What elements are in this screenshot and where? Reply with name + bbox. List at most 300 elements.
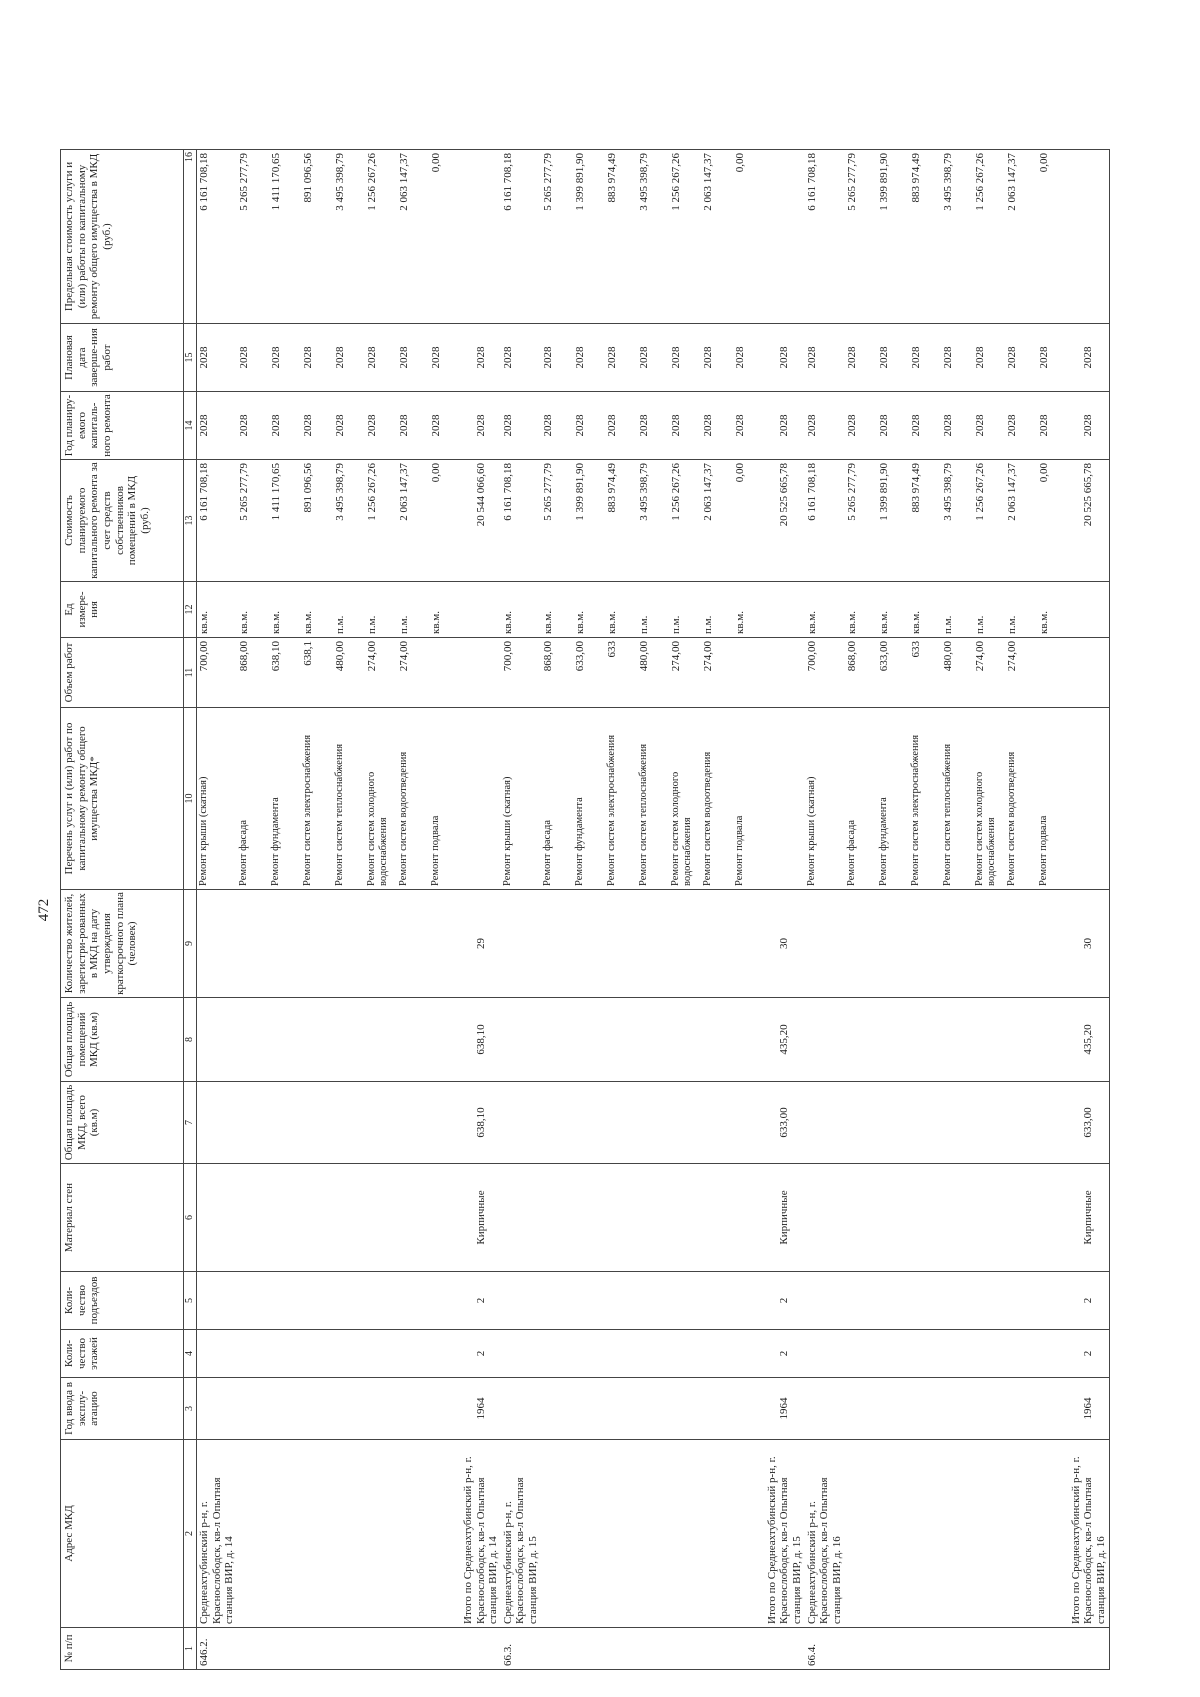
work-name: Ремонт крыши (скатная)	[197, 708, 237, 890]
work-year: 2028	[637, 392, 669, 460]
year-built	[237, 1378, 269, 1440]
work-unit: п.м.	[973, 582, 1005, 638]
work-unit: кв.м.	[877, 582, 909, 638]
entrances	[701, 1272, 733, 1330]
wall-material: Кирпичные	[765, 1164, 805, 1272]
column-header: Коли-чество этажей	[61, 1330, 184, 1378]
row-number	[429, 1628, 461, 1670]
entrances	[333, 1272, 365, 1330]
row-number	[765, 1628, 805, 1670]
row-number	[237, 1628, 269, 1670]
work-name: Ремонт систем теплоснабжения	[637, 708, 669, 890]
wall-material	[397, 1164, 429, 1272]
year-built	[365, 1378, 397, 1440]
area-rooms	[333, 998, 365, 1082]
year-built	[973, 1378, 1005, 1440]
area-rooms: 638,10	[461, 998, 501, 1082]
work-volume: 480,00	[941, 638, 973, 708]
row-number	[397, 1628, 429, 1670]
year-built	[501, 1378, 541, 1440]
work-end-date: 2028	[973, 324, 1005, 392]
total-label: Итого по Среднеахтубинский р-н, г. Краснослободск, кв-л Опытная станция ВИР, д. 15	[765, 1440, 805, 1628]
work-cost: 2 063 147,37	[701, 460, 733, 582]
work-row	[541, 150, 573, 1670]
entrances	[1005, 1272, 1037, 1330]
area-rooms	[541, 998, 573, 1082]
work-unit: кв.м.	[269, 582, 301, 638]
wall-material	[909, 1164, 941, 1272]
column-number: 6	[184, 1164, 197, 1272]
work-volume: 633	[909, 638, 941, 708]
row-number	[701, 1628, 733, 1670]
residents: 30	[765, 890, 805, 998]
total-label: Итого по Среднеахтубинский р-н, г. Краснослободск, кв-л Опытная станция ВИР, д. 16	[1069, 1440, 1109, 1628]
column-header: Ед измере-ния	[61, 582, 184, 638]
work-name	[1069, 708, 1109, 890]
row-number	[909, 1628, 941, 1670]
total-end-date: 2028	[765, 324, 805, 392]
area-rooms	[669, 998, 701, 1082]
floors	[1005, 1330, 1037, 1378]
wall-material	[501, 1164, 541, 1272]
area-total	[269, 1082, 301, 1164]
work-end-date: 2028	[701, 324, 733, 392]
work-cost: 1 256 267,26	[973, 460, 1005, 582]
work-end-date: 2028	[1037, 324, 1069, 392]
work-limit-cost: 1 399 891,90	[573, 150, 605, 324]
total-label: Итого по Среднеахтубинский р-н, г. Краснослободск, кв-л Опытная станция ВИР, д. 14	[461, 1440, 501, 1628]
work-volume: 633	[605, 638, 637, 708]
residents	[605, 890, 637, 998]
work-limit-cost: 6 161 708,18	[501, 150, 541, 324]
area-rooms	[701, 998, 733, 1082]
work-name: Ремонт систем водоотведения	[397, 708, 429, 890]
work-row	[197, 150, 237, 1670]
year-built	[637, 1378, 669, 1440]
floors	[197, 1330, 237, 1378]
work-cost: 6 161 708,18	[805, 460, 845, 582]
area-total	[637, 1082, 669, 1164]
work-limit-cost: 5 265 277,79	[541, 150, 573, 324]
row-number	[573, 1628, 605, 1670]
address	[909, 1440, 941, 1628]
work-cost: 5 265 277,79	[541, 460, 573, 582]
entrances	[269, 1272, 301, 1330]
work-end-date: 2028	[941, 324, 973, 392]
column-number: 2	[184, 1440, 197, 1628]
area-total	[973, 1082, 1005, 1164]
page-number: 472	[36, 898, 52, 922]
row-number	[1005, 1628, 1037, 1670]
column-header: Плановая дата заверше-ния работ	[61, 324, 184, 392]
area-total	[605, 1082, 637, 1164]
residents	[541, 890, 573, 998]
row-number	[877, 1628, 909, 1670]
work-cost: 6 161 708,18	[197, 460, 237, 582]
work-row	[365, 150, 397, 1670]
residents: 30	[1069, 890, 1109, 998]
wall-material	[301, 1164, 333, 1272]
work-limit-cost: 883 974,49	[605, 150, 637, 324]
address	[973, 1440, 1005, 1628]
total-row	[1069, 150, 1109, 1670]
area-total	[333, 1082, 365, 1164]
total-end-date: 2028	[461, 324, 501, 392]
column-number: 7	[184, 1082, 197, 1164]
work-end-date: 2028	[197, 324, 237, 392]
area-total	[909, 1082, 941, 1164]
column-number: 8	[184, 998, 197, 1082]
column-header: Количество жителей, зарегистри-рованных в МКД на дату утверждения краткосрочного плана (человек)	[61, 890, 184, 998]
area-total	[501, 1082, 541, 1164]
area-total	[1005, 1082, 1037, 1164]
address: Среднеахтубинский р-н, г. Краснослободск, кв-л Опытная станция ВИР, д. 16	[805, 1440, 845, 1628]
address	[733, 1440, 765, 1628]
work-unit: п.м.	[365, 582, 397, 638]
work-row	[605, 150, 637, 1670]
area-total	[733, 1082, 765, 1164]
work-limit-cost: 6 161 708,18	[805, 150, 845, 324]
work-limit-cost: 2 063 147,37	[397, 150, 429, 324]
work-unit: кв.м.	[733, 582, 765, 638]
work-row	[941, 150, 973, 1670]
work-unit: кв.м.	[541, 582, 573, 638]
work-year: 2028	[733, 392, 765, 460]
work-row	[701, 150, 733, 1670]
entrances	[637, 1272, 669, 1330]
work-volume	[1037, 638, 1069, 708]
work-volume: 700,00	[805, 638, 845, 708]
floors	[333, 1330, 365, 1378]
work-name	[461, 708, 501, 890]
residents	[333, 890, 365, 998]
area-rooms	[1005, 998, 1037, 1082]
year-built: 1964	[1069, 1378, 1109, 1440]
entrances	[973, 1272, 1005, 1330]
address	[877, 1440, 909, 1628]
area-total	[397, 1082, 429, 1164]
work-volume: 274,00	[973, 638, 1005, 708]
work-end-date: 2028	[237, 324, 269, 392]
residents	[397, 890, 429, 998]
work-name: Ремонт фундамента	[573, 708, 605, 890]
wall-material	[701, 1164, 733, 1272]
work-end-date: 2028	[501, 324, 541, 392]
residents	[429, 890, 461, 998]
wall-material	[541, 1164, 573, 1272]
address	[637, 1440, 669, 1628]
work-name: Ремонт подвала	[733, 708, 765, 890]
work-name: Ремонт крыши (скатная)	[501, 708, 541, 890]
entrances	[197, 1272, 237, 1330]
year-built	[1005, 1378, 1037, 1440]
residents	[573, 890, 605, 998]
year-built	[909, 1378, 941, 1440]
area-rooms	[573, 998, 605, 1082]
work-row	[429, 150, 461, 1670]
table-header	[61, 150, 184, 1670]
work-unit: кв.м.	[605, 582, 637, 638]
address	[301, 1440, 333, 1628]
row-number	[541, 1628, 573, 1670]
year-built	[429, 1378, 461, 1440]
floors	[573, 1330, 605, 1378]
area-rooms	[877, 998, 909, 1082]
wall-material	[573, 1164, 605, 1272]
work-row	[1037, 150, 1069, 1670]
work-limit-cost: 1 256 267,26	[973, 150, 1005, 324]
work-row	[669, 150, 701, 1670]
work-end-date: 2028	[1005, 324, 1037, 392]
work-row	[573, 150, 605, 1670]
column-header: № п/п	[61, 1628, 184, 1670]
work-cost: 3 495 398,79	[637, 460, 669, 582]
address	[365, 1440, 397, 1628]
work-volume: 633,00	[877, 638, 909, 708]
work-year: 2028	[1037, 392, 1069, 460]
address	[237, 1440, 269, 1628]
work-year: 2028	[805, 392, 845, 460]
address	[941, 1440, 973, 1628]
year-built	[669, 1378, 701, 1440]
work-end-date: 2028	[541, 324, 573, 392]
work-row	[397, 150, 429, 1670]
work-cost: 5 265 277,79	[845, 460, 877, 582]
work-year: 2028	[365, 392, 397, 460]
row-number	[365, 1628, 397, 1670]
total-row	[765, 150, 805, 1670]
wall-material	[877, 1164, 909, 1272]
work-volume: 700,00	[197, 638, 237, 708]
row-number	[301, 1628, 333, 1670]
total-row	[461, 150, 501, 1670]
area-total	[541, 1082, 573, 1164]
row-number	[333, 1628, 365, 1670]
work-limit-cost: 2 063 147,37	[1005, 150, 1037, 324]
residents	[501, 890, 541, 998]
work-cost: 3 495 398,79	[941, 460, 973, 582]
work-volume: 868,00	[541, 638, 573, 708]
work-cost: 1 399 891,90	[877, 460, 909, 582]
area-rooms	[501, 998, 541, 1082]
work-end-date: 2028	[429, 324, 461, 392]
area-total	[237, 1082, 269, 1164]
floors	[1037, 1330, 1069, 1378]
year-built	[845, 1378, 877, 1440]
floors	[237, 1330, 269, 1378]
area-total: 633,00	[1069, 1082, 1109, 1164]
floors	[701, 1330, 733, 1378]
work-limit-cost: 1 256 267,26	[669, 150, 701, 324]
work-volume: 274,00	[397, 638, 429, 708]
row-number	[269, 1628, 301, 1670]
area-rooms	[1037, 998, 1069, 1082]
entrances	[877, 1272, 909, 1330]
entrances	[845, 1272, 877, 1330]
work-volume: 274,00	[701, 638, 733, 708]
row-number	[637, 1628, 669, 1670]
floors	[301, 1330, 333, 1378]
work-end-date: 2028	[365, 324, 397, 392]
floors	[909, 1330, 941, 1378]
work-volume: 700,00	[501, 638, 541, 708]
area-total	[429, 1082, 461, 1164]
work-cost: 1 399 891,90	[573, 460, 605, 582]
work-unit: п.м.	[669, 582, 701, 638]
column-number: 1	[184, 1628, 197, 1670]
work-volume: 638,1	[301, 638, 333, 708]
work-row	[269, 150, 301, 1670]
work-year: 2028	[605, 392, 637, 460]
work-limit-cost: 5 265 277,79	[237, 150, 269, 324]
row-number	[973, 1628, 1005, 1670]
work-year: 2028	[197, 392, 237, 460]
area-rooms	[805, 998, 845, 1082]
area-total	[197, 1082, 237, 1164]
wall-material	[365, 1164, 397, 1272]
column-number-row	[184, 150, 197, 1670]
year-built	[605, 1378, 637, 1440]
area-rooms: 435,20	[1069, 998, 1109, 1082]
floors	[669, 1330, 701, 1378]
address	[541, 1440, 573, 1628]
wall-material	[941, 1164, 973, 1272]
residents	[237, 890, 269, 998]
work-name: Ремонт систем холодного водоснабжения	[973, 708, 1005, 890]
work-row	[1005, 150, 1037, 1670]
total-year: 2028	[1069, 392, 1109, 460]
residents	[805, 890, 845, 998]
work-year: 2028	[541, 392, 573, 460]
work-cost: 891 096,56	[301, 460, 333, 582]
column-header: Год ввода в эксплу-атацию	[61, 1378, 184, 1440]
work-year: 2028	[301, 392, 333, 460]
entrances	[541, 1272, 573, 1330]
entrances	[365, 1272, 397, 1330]
work-limit-cost: 6 161 708,18	[197, 150, 237, 324]
wall-material: Кирпичные	[1069, 1164, 1109, 1272]
entrances	[605, 1272, 637, 1330]
floors	[877, 1330, 909, 1378]
work-year: 2028	[1005, 392, 1037, 460]
area-total	[805, 1082, 845, 1164]
entrances: 2	[461, 1272, 501, 1330]
floors: 2	[1069, 1330, 1109, 1378]
work-unit: кв.м.	[429, 582, 461, 638]
work-row	[877, 150, 909, 1670]
work-name: Ремонт подвала	[429, 708, 461, 890]
address	[845, 1440, 877, 1628]
area-rooms	[637, 998, 669, 1082]
column-header: Год планиру-емого капиталь-ного ремонта	[61, 392, 184, 460]
work-name: Ремонт систем холодного водоснабжения	[669, 708, 701, 890]
work-year: 2028	[573, 392, 605, 460]
floors	[973, 1330, 1005, 1378]
work-unit: кв.м.	[197, 582, 237, 638]
residents	[877, 890, 909, 998]
work-limit-cost: 1 256 267,26	[365, 150, 397, 324]
address: Среднеахтубинский р-н, г. Краснослободск, кв-л Опытная станция ВИР, д. 14	[197, 1440, 237, 1628]
total-cost: 20 525 665,78	[765, 460, 805, 582]
work-limit-cost: 0,00	[429, 150, 461, 324]
area-rooms	[941, 998, 973, 1082]
column-header: Адрес МКД	[61, 1440, 184, 1628]
floors	[733, 1330, 765, 1378]
year-built	[397, 1378, 429, 1440]
column-number: 9	[184, 890, 197, 998]
work-row	[733, 150, 765, 1670]
work-unit: п.м.	[1005, 582, 1037, 638]
column-number: 5	[184, 1272, 197, 1330]
area-rooms	[909, 998, 941, 1082]
entrances	[941, 1272, 973, 1330]
residents	[701, 890, 733, 998]
wall-material	[1037, 1164, 1069, 1272]
residents	[269, 890, 301, 998]
work-limit-cost: 883 974,49	[909, 150, 941, 324]
area-total	[941, 1082, 973, 1164]
year-built	[333, 1378, 365, 1440]
work-cost: 1 256 267,26	[365, 460, 397, 582]
entrances	[669, 1272, 701, 1330]
address	[1005, 1440, 1037, 1628]
wall-material	[237, 1164, 269, 1272]
work-unit: п.м.	[941, 582, 973, 638]
work-name	[765, 708, 805, 890]
work-unit: кв.м.	[501, 582, 541, 638]
work-volume: 274,00	[669, 638, 701, 708]
work-limit-cost: 5 265 277,79	[845, 150, 877, 324]
area-rooms	[429, 998, 461, 1082]
work-cost: 0,00	[1037, 460, 1069, 582]
work-cost: 883 974,49	[909, 460, 941, 582]
address	[573, 1440, 605, 1628]
wall-material	[429, 1164, 461, 1272]
floors	[541, 1330, 573, 1378]
address: Среднеахтубинский р-н, г. Краснослободск, кв-л Опытная станция ВИР, д. 15	[501, 1440, 541, 1628]
work-name: Ремонт фасада	[845, 708, 877, 890]
entrances	[501, 1272, 541, 1330]
work-volume: 868,00	[845, 638, 877, 708]
entrances	[429, 1272, 461, 1330]
work-year: 2028	[701, 392, 733, 460]
column-number: 12	[184, 582, 197, 638]
residents	[197, 890, 237, 998]
work-unit	[461, 582, 501, 638]
floors	[941, 1330, 973, 1378]
work-row	[301, 150, 333, 1670]
work-name: Ремонт систем водоотведения	[1005, 708, 1037, 890]
row-number	[605, 1628, 637, 1670]
work-limit-cost: 1 411 170,65	[269, 150, 301, 324]
row-number	[669, 1628, 701, 1670]
entrances	[805, 1272, 845, 1330]
total-year: 2028	[461, 392, 501, 460]
total-cost: 20 525 665,78	[1069, 460, 1109, 582]
residents	[733, 890, 765, 998]
work-end-date: 2028	[397, 324, 429, 392]
area-total	[669, 1082, 701, 1164]
work-limit-cost: 3 495 398,79	[941, 150, 973, 324]
work-row	[909, 150, 941, 1670]
work-year: 2028	[845, 392, 877, 460]
entrances: 2	[765, 1272, 805, 1330]
year-built	[805, 1378, 845, 1440]
work-cost: 2 063 147,37	[1005, 460, 1037, 582]
residents	[1005, 890, 1037, 998]
wall-material	[269, 1164, 301, 1272]
floors	[429, 1330, 461, 1378]
